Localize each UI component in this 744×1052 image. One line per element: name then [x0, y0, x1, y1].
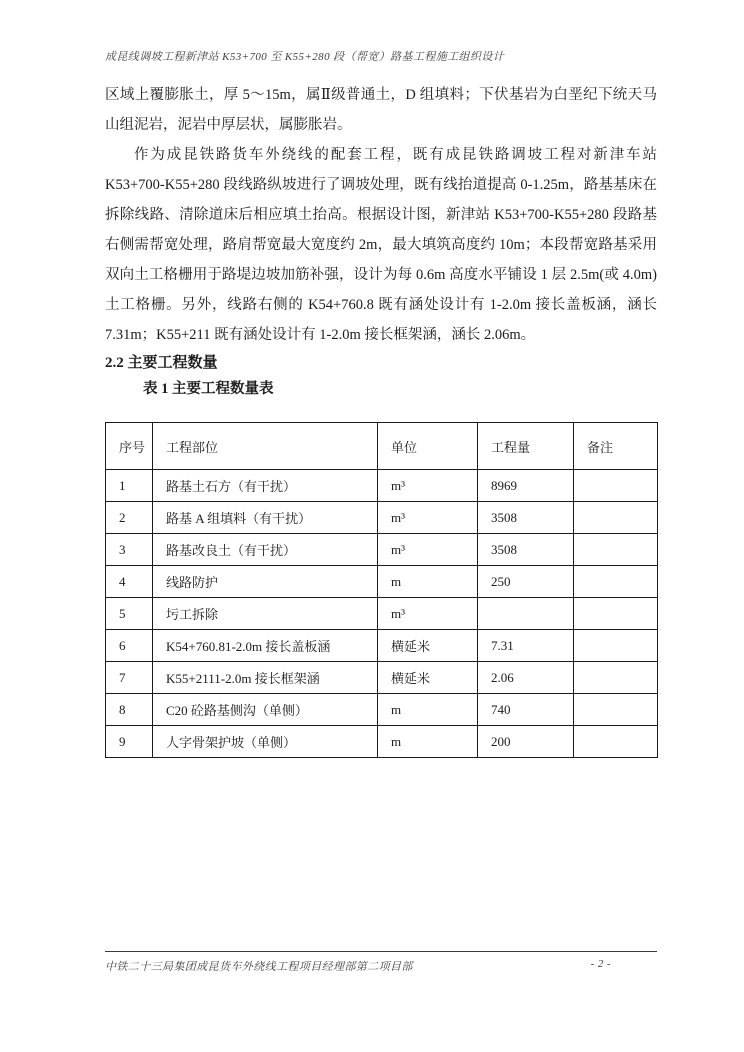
cell-unit: m: [378, 566, 478, 598]
cell-quantity: 200: [478, 726, 574, 758]
cell-quantity: 8969: [478, 470, 574, 502]
cell-unit: m³: [378, 470, 478, 502]
cell-index: 8: [106, 694, 153, 726]
cell-note: [574, 566, 658, 598]
cell-note: [574, 726, 658, 758]
table-row: [106, 630, 658, 662]
column-header-index: 序号: [106, 423, 153, 470]
cell-unit: m³: [378, 598, 478, 630]
body-paragraph-project-overview: 作为成昆铁路货车外绕线的配套工程，既有成昆铁路调坡工程对新津车站 K53+700-K55+280 段线路纵坡进行了调坡处理，既有线抬道提高 0-1.25m，路基基床在拆除线路、清除道床后相应填土抬高。根据设计图，新津站 K53+700-K55+280 段路基右侧需帮宽处理，路肩帮宽最大宽度约 2m，最大填筑高度约 10m；本段帮宽路基采用双向土工格栅用于路堤边坡加筋补强，设计为每 0.6m 高度水平铺设 1 层 2.5m(或 4.0m)土工格栅。另外，线路右侧的 K54+760.8 既有涵处设计有 1-2.0m 接长盖板涵，涵长 7.31m；K55+211 既有涵处设计有 1-2.0m 接长框架涵，涵长 2.06m。: [105, 147, 657, 343]
cell-unit: 横延米: [378, 662, 478, 694]
cell-unit: m: [378, 726, 478, 758]
document-content: [105, 80, 657, 758]
cell-index: 5: [106, 598, 153, 630]
table-row: [106, 726, 658, 758]
table-body: [106, 470, 658, 758]
cell-note: [574, 534, 658, 566]
cell-part: K55+2111-2.0m 接长框架涵: [153, 662, 378, 694]
cell-part: C20 砼路基侧沟（单侧）: [153, 694, 378, 726]
cell-quantity: 7.31: [478, 630, 574, 662]
quantities-table: [105, 422, 658, 758]
table-row: [106, 662, 658, 694]
cell-quantity: 2.06: [478, 662, 574, 694]
cell-part: 路基 A 组填料（有干扰）: [153, 502, 378, 534]
cell-index: 9: [106, 726, 153, 758]
cell-part: 路基改良土（有干扰）: [153, 534, 378, 566]
cell-quantity: [478, 598, 574, 630]
cell-note: [574, 630, 658, 662]
page-number: - 2 -: [590, 958, 611, 970]
cell-unit: m³: [378, 534, 478, 566]
column-header-unit: 单位: [378, 423, 478, 470]
cell-index: 6: [106, 630, 153, 662]
column-header-quantity: 工程量: [478, 423, 574, 470]
cell-unit: 横延米: [378, 630, 478, 662]
cell-part: 圬工拆除: [153, 598, 378, 630]
page-footer: [105, 951, 657, 974]
table-row: [106, 502, 658, 534]
cell-note: [574, 662, 658, 694]
cell-index: 3: [106, 534, 153, 566]
body-paragraph-geology: 区域上覆膨胀土，厚 5～15m，属Ⅱ级普通土，D 组填料；下伏基岩为白垩纪下统天马山组泥岩，泥岩中厚层状，属膨胀岩。: [105, 87, 657, 133]
cell-quantity: 250: [478, 566, 574, 598]
table-row: [106, 694, 658, 726]
section-heading-2-2: 2.2 主要工程数量: [105, 355, 218, 371]
page-header-title: 成昆线调坡工程新津站 K53+700 至 K55+280 段（帮宽）路基工程施工组织设计: [105, 51, 505, 63]
cell-quantity: 3508: [478, 534, 574, 566]
cell-note: [574, 502, 658, 534]
cell-index: 7: [106, 662, 153, 694]
cell-unit: m: [378, 694, 478, 726]
cell-quantity: 740: [478, 694, 574, 726]
cell-note: [574, 694, 658, 726]
table-caption: 表 1 主要工程数量表: [143, 381, 274, 397]
cell-note: [574, 470, 658, 502]
footer-organization: 中铁二十三局集团成昆货车外绕线工程项目经理部第二项目部: [105, 961, 413, 973]
table-row: [106, 534, 658, 566]
table-header-row: [106, 423, 658, 470]
cell-unit: m³: [378, 502, 478, 534]
cell-part: K54+760.81-2.0m 接长盖板涵: [153, 630, 378, 662]
column-header-note: 备注: [574, 423, 658, 470]
cell-note: [574, 598, 658, 630]
cell-index: 4: [106, 566, 153, 598]
cell-quantity: 3508: [478, 502, 574, 534]
cell-part: 路基土石方（有干扰）: [153, 470, 378, 502]
table-row: [106, 598, 658, 630]
cell-part: 人字骨架护坡（单侧）: [153, 726, 378, 758]
cell-index: 1: [106, 470, 153, 502]
column-header-part: 工程部位: [153, 423, 378, 470]
cell-index: 2: [106, 502, 153, 534]
table-row: [106, 470, 658, 502]
table-row: [106, 566, 658, 598]
cell-part: 线路防护: [153, 566, 378, 598]
